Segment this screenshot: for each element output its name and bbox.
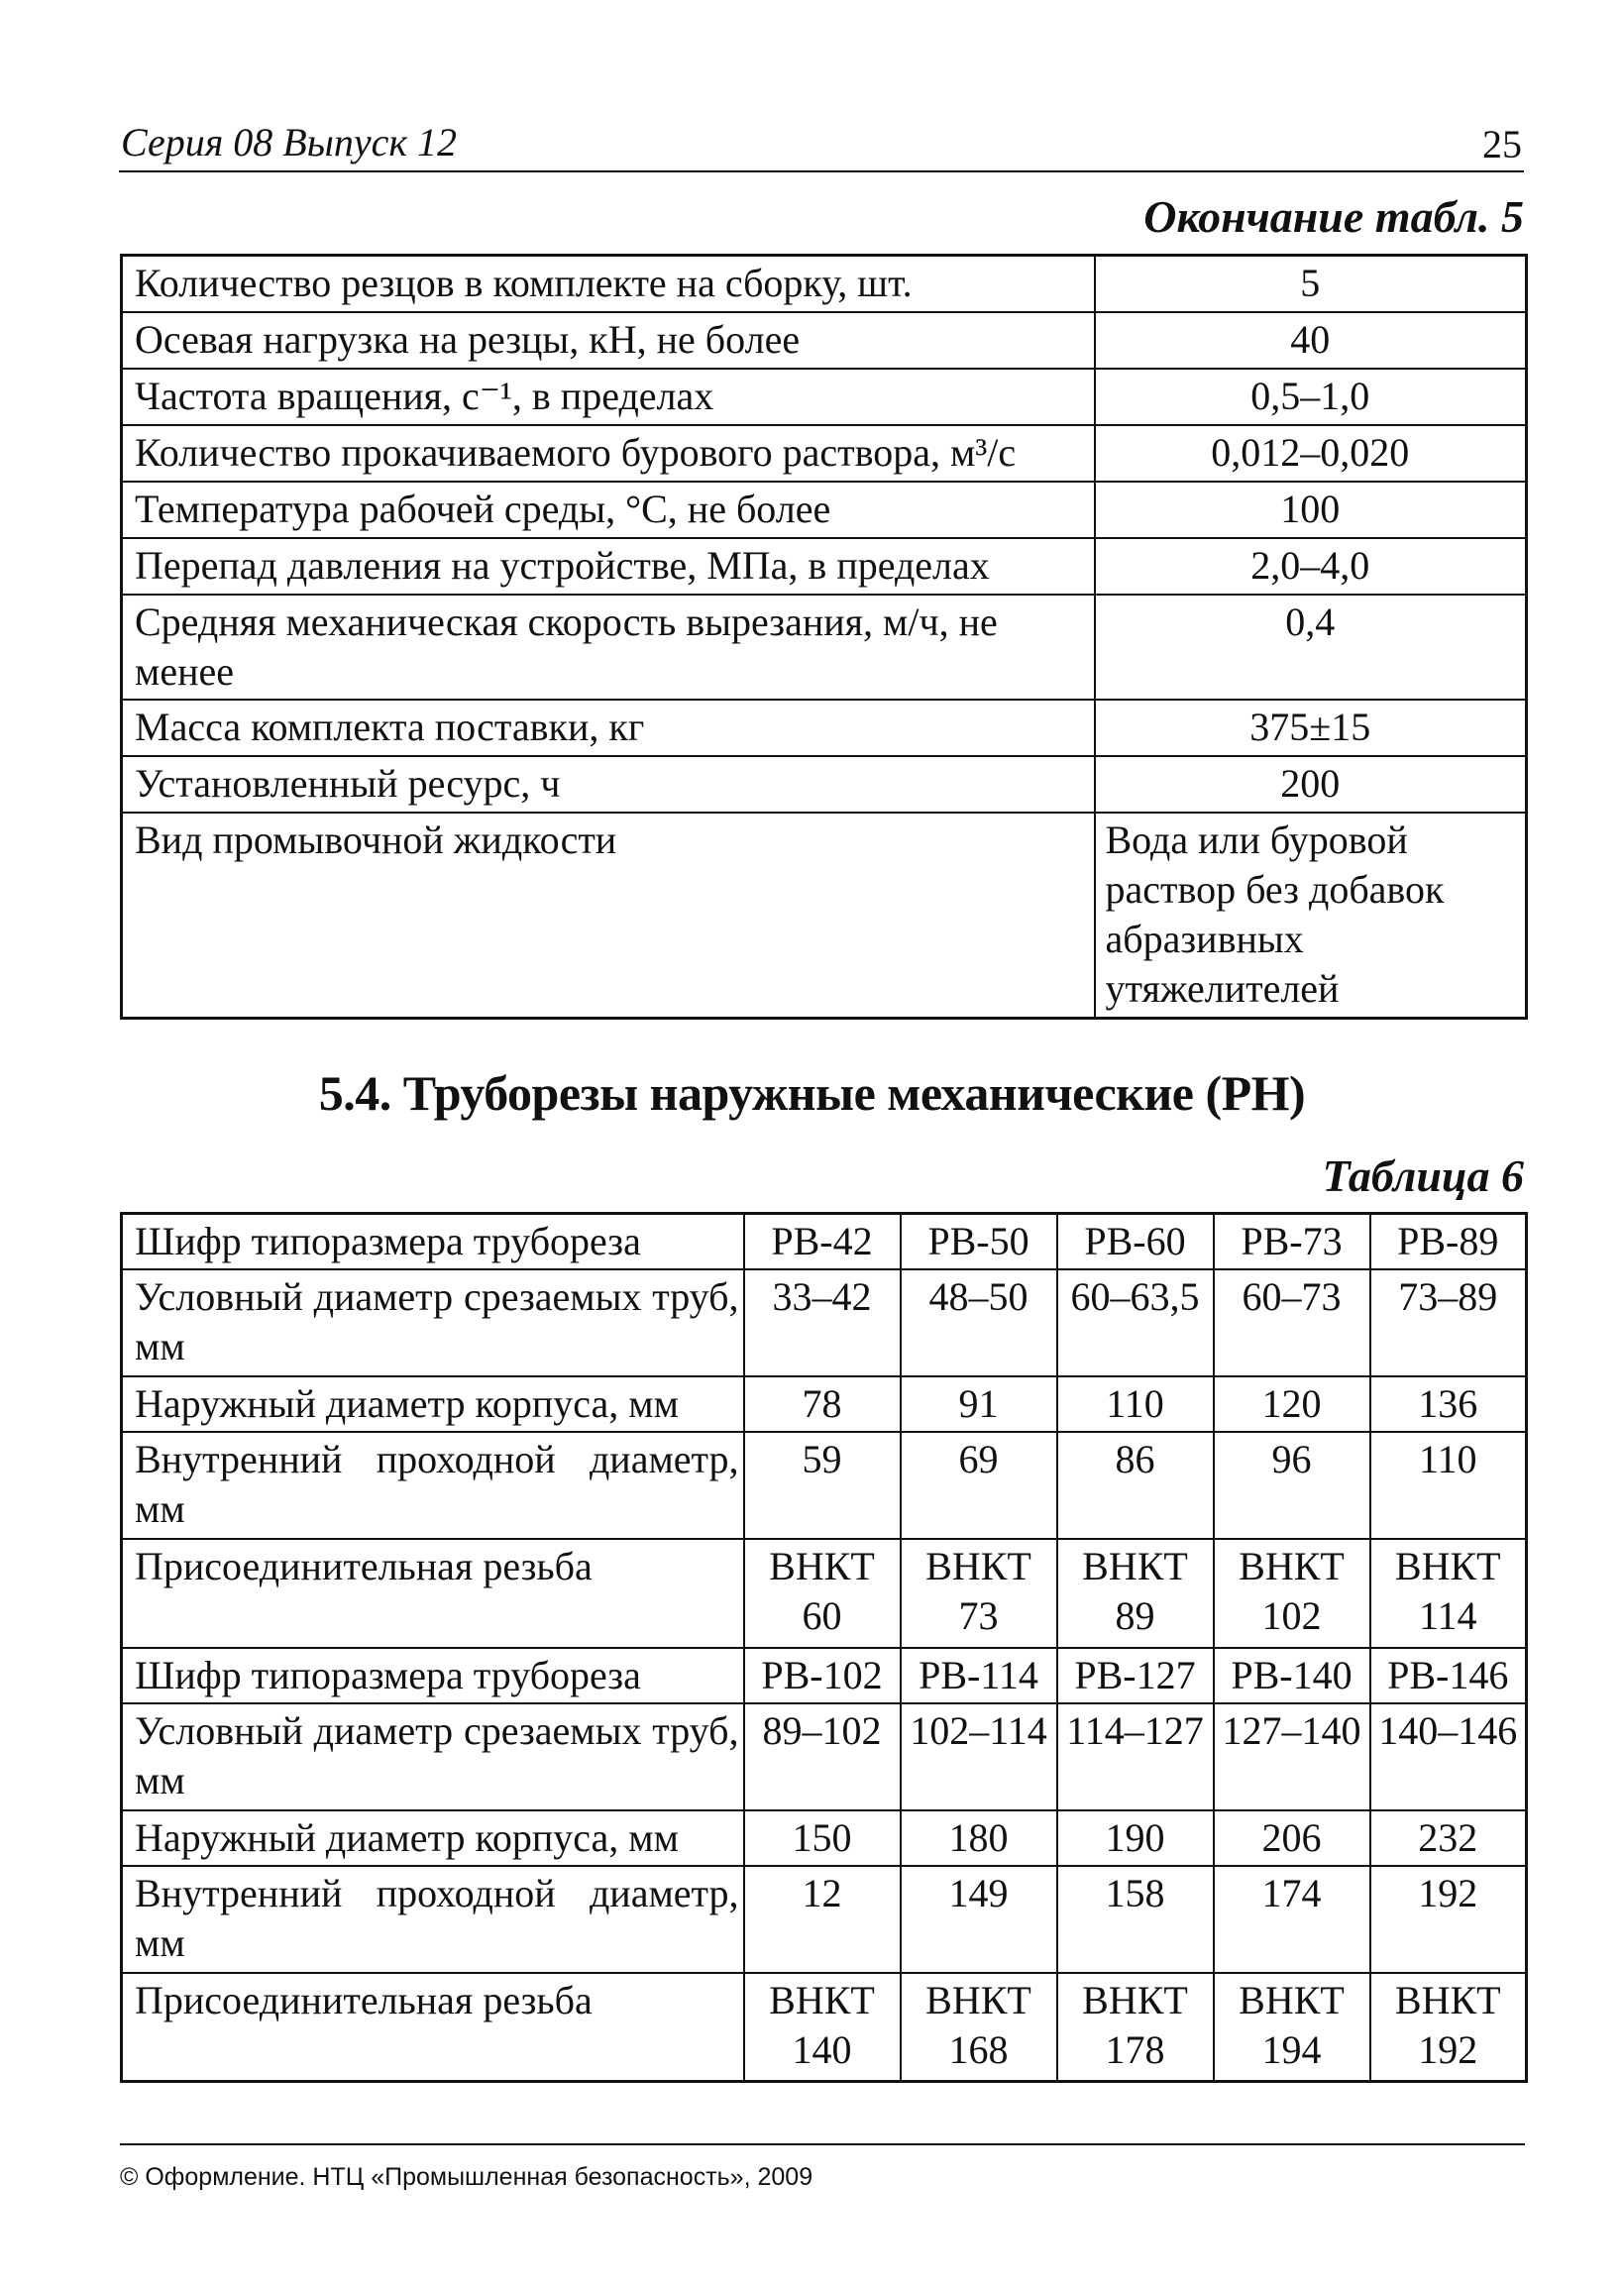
table-cell: 96: [1214, 1432, 1370, 1539]
table5-caption: Окончание табл. 5: [1143, 191, 1524, 242]
table-cell: 149: [901, 1866, 1057, 1973]
table-cell: 33–42: [744, 1269, 901, 1376]
table-cell: 59: [744, 1432, 901, 1539]
footer-copyright: © Оформление. НТЦ «Промышленная безопасность», 2009: [120, 2163, 813, 2191]
row-label: Наружный диаметр корпуса, мм: [122, 1810, 744, 1866]
table-cell: 150: [744, 1810, 901, 1866]
table6-caption: Таблица 6: [1322, 1150, 1524, 1201]
table-row: [122, 1810, 1527, 1866]
row-label: Средняя механическая скорость вырезания, м/ч, не менее: [122, 595, 1095, 700]
table-cell: 136: [1370, 1376, 1527, 1432]
table-cell: 60–73: [1214, 1269, 1370, 1376]
table-cell: ВНКТ 168: [901, 1973, 1057, 2082]
table-cell: 120: [1214, 1376, 1370, 1432]
row-label: Условный диаметр срезаемых труб, мм: [122, 1269, 744, 1376]
table-cell: 91: [901, 1376, 1057, 1432]
table5: [120, 254, 1528, 1020]
table-row: [122, 425, 1527, 482]
page-number: 25: [1482, 122, 1522, 166]
table-cell: 73–89: [1370, 1269, 1527, 1376]
table-row: [122, 482, 1527, 538]
table-cell: РВ-114: [901, 1648, 1057, 1703]
row-value: 0,5–1,0: [1095, 369, 1527, 425]
row-label: Осевая нагрузка на резцы, кН, не более: [122, 312, 1095, 369]
row-label: Частота вращения, с⁻¹, в пределах: [122, 369, 1095, 425]
table-cell: 86: [1057, 1432, 1214, 1539]
table-cell: 206: [1214, 1810, 1370, 1866]
row-label: Температура рабочей среды, °С, не более: [122, 482, 1095, 538]
table-row: [122, 1376, 1527, 1432]
table-row: [122, 756, 1527, 813]
table-cell: 48–50: [901, 1269, 1057, 1376]
table-row: [122, 813, 1527, 1019]
table-cell: 174: [1214, 1866, 1370, 1973]
table-row: [122, 1703, 1527, 1810]
table-cell: РВ-102: [744, 1648, 901, 1703]
table-cell: 114–127: [1057, 1703, 1214, 1810]
table-row: [122, 595, 1527, 700]
row-label: Вид промывочной жидкости: [122, 813, 1095, 1019]
table-row: [122, 1648, 1527, 1703]
table-cell: ВНКТ 60: [744, 1539, 901, 1648]
table-cell: РВ-73: [1214, 1214, 1370, 1269]
table-cell: РВ-127: [1057, 1648, 1214, 1703]
row-value: 40: [1095, 312, 1527, 369]
table-cell: РВ-42: [744, 1214, 901, 1269]
table-cell: 89–102: [744, 1703, 901, 1810]
table-cell: ВНКТ 192: [1370, 1973, 1527, 2082]
table-cell: ВНКТ 140: [744, 1973, 901, 2082]
row-value: Вода или буровой раствор без добавок абразивных утяжелителей: [1095, 813, 1527, 1019]
table-cell: 190: [1057, 1810, 1214, 1866]
table-cell: 140–146: [1370, 1703, 1527, 1810]
row-value: 5: [1095, 256, 1527, 312]
table-row: [122, 1432, 1527, 1539]
footer-divider: [120, 2143, 1525, 2145]
table-cell: 102–114: [901, 1703, 1057, 1810]
table-row: [122, 1866, 1527, 1973]
row-value: 0,012–0,020: [1095, 425, 1527, 482]
table-row: [122, 369, 1527, 425]
table-cell: 110: [1057, 1376, 1214, 1432]
table-row: [122, 312, 1527, 369]
row-label: Перепад давления на устройстве, МПа, в пределах: [122, 538, 1095, 595]
table-cell: РВ-140: [1214, 1648, 1370, 1703]
table-cell: ВНКТ 114: [1370, 1539, 1527, 1648]
table-cell: 60–63,5: [1057, 1269, 1214, 1376]
table-row: [122, 538, 1527, 595]
table-row: [122, 256, 1527, 312]
table-cell: РВ-50: [901, 1214, 1057, 1269]
series-label: Серия 08 Выпуск 12: [121, 120, 458, 164]
row-label: Присоединительная резьба: [122, 1539, 744, 1648]
table-cell: РВ-89: [1370, 1214, 1527, 1269]
table-row: [122, 700, 1527, 756]
row-label: Количество прокачиваемого бурового раствора, м³/с: [122, 425, 1095, 482]
table-cell: ВНКТ 178: [1057, 1973, 1214, 2082]
section-title: 5.4. Труборезы наружные механические (РН): [318, 1065, 1306, 1121]
row-label: Условный диаметр срезаемых труб, мм: [122, 1703, 744, 1810]
table-row: [122, 1214, 1527, 1269]
table-row: [122, 1973, 1527, 2082]
table-cell: РВ-60: [1057, 1214, 1214, 1269]
row-label: Наружный диаметр корпуса, мм: [122, 1376, 744, 1432]
row-label: Присоединительная резьба: [122, 1973, 744, 2082]
row-label: Установленный ресурс, ч: [122, 756, 1095, 813]
table-cell: ВНКТ 102: [1214, 1539, 1370, 1648]
row-value: 0,4: [1095, 595, 1527, 700]
table-cell: 127–140: [1214, 1703, 1370, 1810]
row-label: Количество резцов в комплекте на сборку, шт.: [122, 256, 1095, 312]
table-cell: 232: [1370, 1810, 1527, 1866]
row-value: 200: [1095, 756, 1527, 813]
row-label: Шифр типоразмера трубореза: [122, 1214, 744, 1269]
table-cell: 69: [901, 1432, 1057, 1539]
table-row: [122, 1269, 1527, 1376]
table-cell: 192: [1370, 1866, 1527, 1973]
table-cell: ВНКТ 194: [1214, 1973, 1370, 2082]
table-cell: 78: [744, 1376, 901, 1432]
table6: [120, 1212, 1528, 2083]
row-label: Масса комплекта поставки, кг: [122, 700, 1095, 756]
row-value: 100: [1095, 482, 1527, 538]
table-cell: РВ-146: [1370, 1648, 1527, 1703]
row-label: Внутренний проходной диаметр, мм: [122, 1866, 744, 1973]
table-row: [122, 1539, 1527, 1648]
table-cell: 158: [1057, 1866, 1214, 1973]
table-cell: 12: [744, 1866, 901, 1973]
row-value: 2,0–4,0: [1095, 538, 1527, 595]
row-label: Внутренний проходной диаметр, мм: [122, 1432, 744, 1539]
table-cell: ВНКТ 73: [901, 1539, 1057, 1648]
row-label: Шифр типоразмера трубореза: [122, 1648, 744, 1703]
row-value: 375±15: [1095, 700, 1527, 756]
table-cell: 110: [1370, 1432, 1527, 1539]
table-cell: 180: [901, 1810, 1057, 1866]
table-cell: ВНКТ 89: [1057, 1539, 1214, 1648]
page-header: [119, 117, 1524, 172]
